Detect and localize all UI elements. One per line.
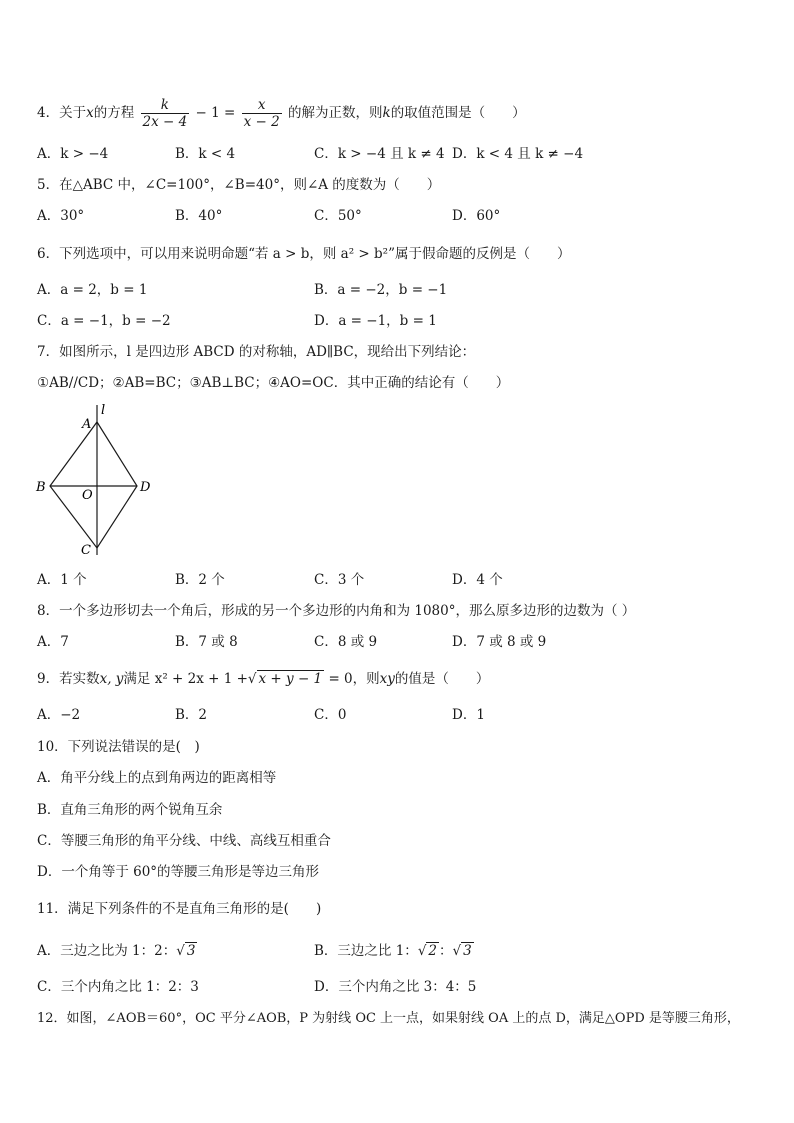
q6-option-c[interactable]: C．a = −1，b = −2: [37, 313, 171, 329]
q7-label-o: O: [82, 488, 93, 503]
q7-label-d: D: [140, 480, 151, 495]
q7-option-b[interactable]: B．2 个: [175, 572, 225, 588]
q11-option-a-text: A．三边之比为 1：2：: [37, 943, 177, 959]
q11-option-d[interactable]: D．三个内角之比 3：4：5: [314, 979, 477, 995]
q9-option-b[interactable]: B．2: [175, 707, 208, 723]
question-6: 6．下列选项中，可以用来说明命题“若 a > b，则 a² > b²”属于假命题的反例是（ ）: [37, 246, 571, 262]
q11-option-b-sqrt1: 2: [428, 943, 438, 959]
q4-text-end: 的取值范围是（ ）: [390, 105, 526, 121]
q4-minus-one: − 1 =: [195, 105, 236, 121]
question-7: 7．如图所示，l 是四边形 ABCD 的对称轴，AD∥BC，现给出下列结论：: [37, 344, 476, 360]
q7-label-l: l: [101, 403, 106, 418]
q7-option-c[interactable]: C．3 个: [314, 572, 365, 588]
q4-frac1-denominator: 2x − 4: [142, 114, 188, 130]
q6-option-b[interactable]: B．a = −2，b = −1: [314, 282, 448, 298]
q11-option-c[interactable]: C．三个内角之比 1：2：3: [37, 979, 199, 995]
q11-option-b[interactable]: B．三边之比 1：√ 2 ：√ 3: [314, 943, 472, 959]
q8-option-b[interactable]: B．7 或 8: [175, 634, 238, 650]
q4-var-k: k: [382, 105, 391, 121]
q9-prefix: 9．若实数: [37, 671, 100, 687]
q10-option-a[interactable]: A．角平分线上的点到角两边的距离相等: [37, 770, 277, 786]
q4-frac1-numerator: k: [141, 97, 190, 114]
q4-option-d[interactable]: D．k < 4 且 k ≠ −4: [452, 146, 584, 162]
q9-var-xy: xy: [379, 671, 395, 687]
q6-option-a[interactable]: A．a = 2，b = 1: [37, 282, 148, 298]
q11-option-b-text: B．三边之比 1：: [314, 943, 418, 959]
q5-option-b[interactable]: B．40°: [175, 208, 223, 224]
q10-option-c[interactable]: C．等腰三角形的角平分线、中线、高线互相重合: [37, 833, 331, 849]
q10-option-b[interactable]: B．直角三角形的两个锐角互余: [37, 802, 223, 818]
q9-option-d[interactable]: D．1: [452, 707, 485, 723]
question-11: 11．满足下列条件的不是直角三角形的是( ): [37, 901, 322, 917]
question-10: 10．下列说法错误的是( ): [37, 739, 200, 755]
question-8: 8．一个多边形切去一个角后，形成的另一个多边形的内角和为 1080°，那么原多边形的边数为（ ）: [37, 603, 636, 619]
q11-option-b-sqrt2: 3: [463, 943, 472, 959]
q9-vars: x, y: [99, 671, 124, 687]
q4-text-solution: 的解为正数，则: [288, 105, 383, 121]
q7-label-b: B: [36, 480, 46, 495]
q4-fraction-1: [141, 97, 190, 130]
q5-option-d[interactable]: D．60°: [452, 208, 501, 224]
q4-var-x: x: [86, 105, 94, 121]
q7-rhombus-figure: [30, 400, 170, 560]
question-12: 12．如图，∠AOB＝60°，OC 平分∠AOB，P 为射线 OC 上一点，如果射线 OA 上的点 D，满足△OPD 是等腰三角形，: [37, 1011, 740, 1026]
q8-option-a[interactable]: A．7: [37, 634, 69, 650]
q8-option-d[interactable]: D．7 或 8 或 9: [452, 634, 547, 650]
q6-option-d[interactable]: D．a = −1，b = 1: [314, 313, 437, 329]
q4-option-a[interactable]: A．k > −4: [37, 146, 109, 162]
q9-text-end: 的值是（ ）: [394, 671, 490, 687]
q11-option-a-sqrt: 3: [186, 943, 196, 959]
q10-option-d[interactable]: D．一个角等于 60°的等腰三角形是等边三角形: [37, 864, 320, 880]
q7-option-a[interactable]: A．1 个: [37, 572, 87, 588]
q7-quadrilateral: [50, 422, 137, 548]
q9-equation: 满足 x² + 2x + 1 +: [123, 671, 248, 687]
q4-frac2-numerator: x: [242, 97, 282, 114]
q7-label-a: A: [82, 417, 92, 432]
question-7-conclusions: ①AB//CD；②AB=BC；③AB⊥BC；④AO=OC．其中正确的结论有（ ）: [37, 375, 510, 391]
q4-frac2-denominator: x − 2: [243, 114, 280, 130]
q9-sqrt-expr: x + y − 1: [258, 671, 323, 687]
q9-option-c[interactable]: C．0: [314, 707, 347, 723]
question-4: [37, 97, 526, 130]
q4-option-b[interactable]: B．k < 4: [175, 146, 236, 162]
q4-option-c[interactable]: C．k > −4 且 k ≠ 4: [314, 146, 445, 162]
q7-label-c: C: [81, 543, 91, 558]
question-9: 9．若实数x, y满足 x² + 2x + 1 +√ x + y − 1 = 0，则xy的值是（ ）: [37, 671, 490, 687]
q11-option-a[interactable]: A．三边之比为 1：2：√ 3: [37, 943, 196, 959]
q4-fraction-2: [242, 97, 282, 130]
q5-option-a[interactable]: A．30°: [37, 208, 85, 224]
q4-text-equation: 的方程: [93, 105, 135, 121]
q11-option-b-sep: ：: [439, 943, 453, 959]
q7-option-d[interactable]: D．4 个: [452, 572, 503, 588]
q9-option-a[interactable]: A．−2: [37, 707, 81, 723]
q4-prefix: 4．关于: [37, 105, 87, 121]
q9-equals-zero: = 0，则: [328, 671, 380, 687]
q8-option-c[interactable]: C．8 或 9: [314, 634, 378, 650]
question-5: 5．在△ABC 中，∠C=100°，∠B=40°，则∠A 的度数为（ ）: [37, 177, 441, 193]
q5-option-c[interactable]: C．50°: [314, 208, 362, 224]
